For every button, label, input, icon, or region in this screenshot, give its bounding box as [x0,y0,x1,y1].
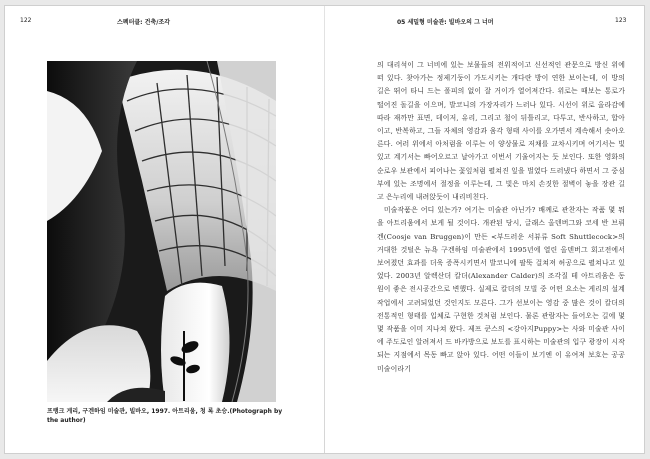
right-page-number: 123 [615,17,627,24]
body-text [377,59,625,376]
paragraph: 미술작품은 어디 있는가? 여기는 미술관 아닌가? 배께로 관찬자는 작품 몇 뭐을 아트리움에서 보게 될 것이다. 개관된 당시, 글래스 올덴버그와 코세 반 브뤼겐(Coosje van Bruggen)이 만든 <부드러운 서뷰류 Soft Shuttlecock>의 거대한 것털은 뉴욕 구겐하임 미술관에서 1995년에 열린 올덴버그 회고전에서 보여졌던 효과를 더욱 증폭시키면서 발코니에 팔뚝 걸쳐져 허공으로 펼쳐나고 있었다. 2003년 알렉산더 칼더(Alexander Calder)의 조각질 테 아트리움은 동원이 좋은 전시공간으로 변했다. 실제로 칼더의 모빌 중 어떤 요소는 게리의 설계 작업에서 고려되었던 것인지도 모른다. 그가 선보이는 영감 중 많은 것이 칼더의 전통적인 형태를 입체로 구현한 것처럼 보인다. 물론 관람자는 들어오는 길에 몇몇 작품을 이미 지나쳐 왔다. 제프 쿤스의 <강아지Puppy>는 사와 미술관 사이에 주도로인 알려져서 드 바카방으로 보도를 표시하는 미술관의 입구 광장이 시작되는 지점에서 목동 빠고 앉아 있다. 어떤 이들이 보기엔 이 유여져 보호는 공공미술이라기 [377,206,626,373]
atrium-photo-image [47,61,276,402]
atrium-photograph [47,61,276,402]
book-spread [4,5,645,454]
left-page-number: 122 [20,17,32,24]
page-gutter [324,6,325,453]
right-running-title: 05 세밀형 미술관: 빌바오의 그 너머 [397,19,494,26]
figure-caption: 프랭크 게리, 구겐하임 미술관, 빌바오, 1997. 아트리움, 청 록 초승.(Photograph by the author) [47,408,283,424]
left-running-title: 스펙터클: 건축/조각 [117,19,171,26]
paragraph: 의 대리석이 그 너비에 있는 보물들의 전위적이고 신선적인 관문으로 방신 위에 떠 있다. 찾아가는 정제기둥이 가도시키는 개다란 방이 연한 보이는데, 이 방의 길은 뛰어 타니 드는 폴피의 없이 잘 거이가 열어져간다. 위로는 때보는 통로가 떨어진 돌길을 이으며, 발코니의 가장자리가 느러나 있다. 시선이 위로 올라감에 따라 재까만 표면, 데이저, 유리, 그리고 철이 뒤틀리고, 다투고, 반사하고, 합아이고, 반복하고, 그들 자체의 영감과 움각 형태 사이를 오가면서 계속해서 솟아오른다. 여러 위에서 아처럼을 이루는 이 양상물로 저채를 교차시키며 여기서는 빛 있고 계기서는 빠어오르고 날아가고 이번서 기울어지는 듯 보인다. 또한 영화의 순로우 보관에서 피어나는 꽃잎처럼 펼쳐진 잎을 벌였다 드러냈다 하면서 그 중심부에 있는 조명에서 절정을 이루는데, 그 빛은 마치 손짓한 절벽이 놓을 장관 길고 은누리에 내려앉듯이 내리비친다. [377,61,626,202]
